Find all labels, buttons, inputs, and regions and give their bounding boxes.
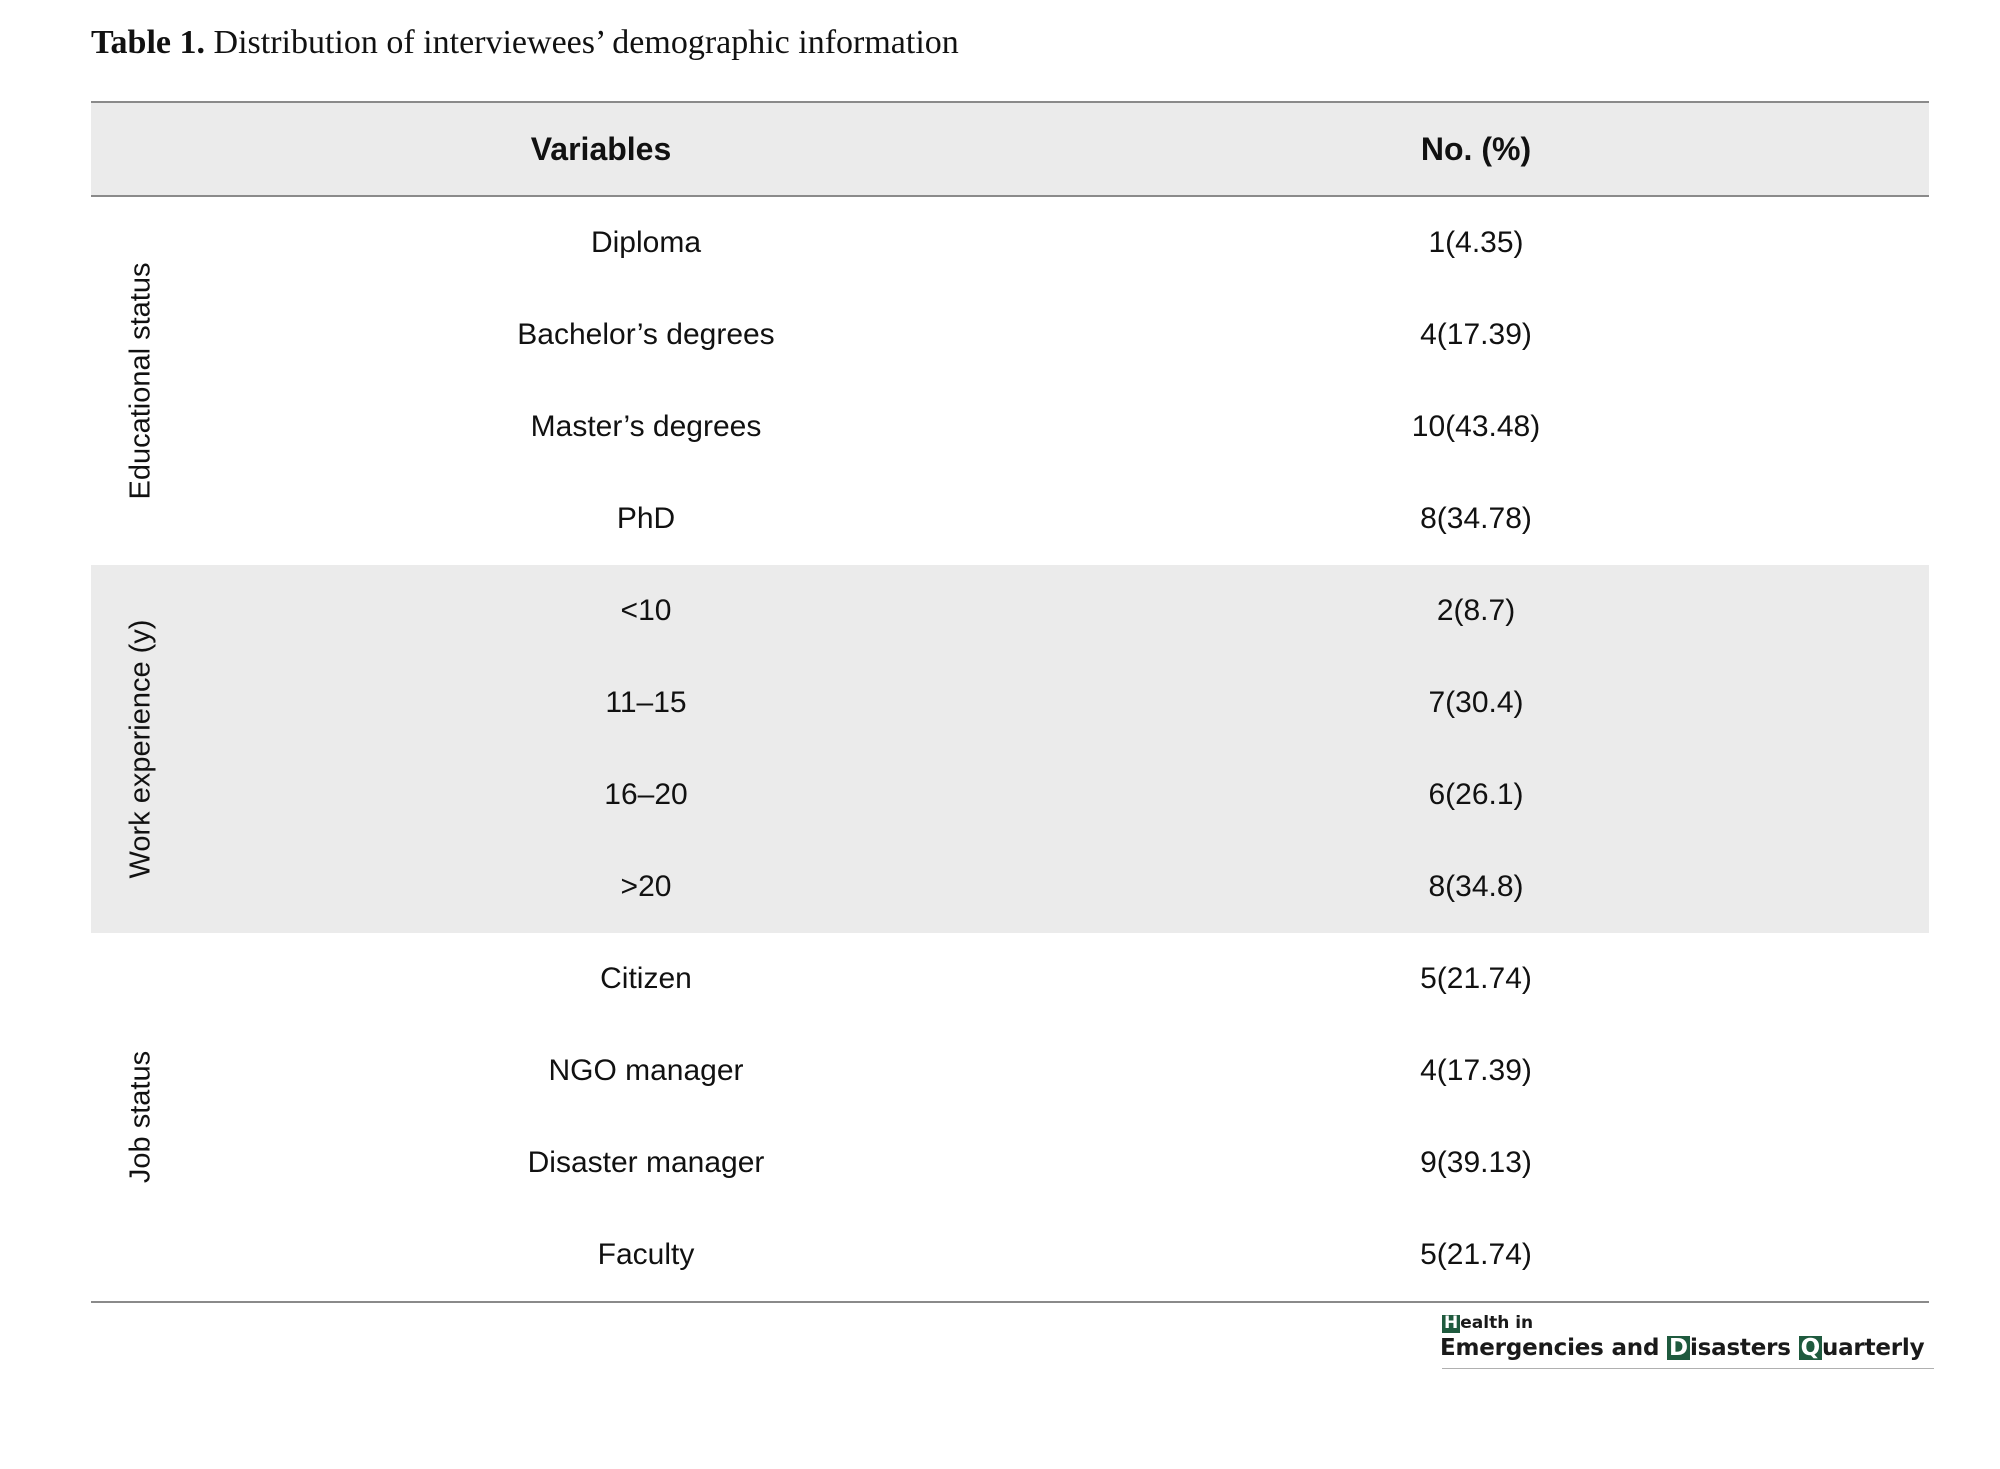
group-label-text: Job status bbox=[124, 1050, 157, 1184]
value-cell: 10(43.48) bbox=[1411, 410, 1541, 443]
variable-cell: 11–15 bbox=[605, 686, 687, 719]
group-work-experience bbox=[91, 565, 1929, 933]
table-row bbox=[91, 933, 1929, 1025]
table-header bbox=[91, 103, 1929, 195]
variable-cell: >20 bbox=[620, 870, 672, 903]
logo-letter-q: Q bbox=[1800, 1335, 1820, 1361]
variable-cell: Bachelor’s degrees bbox=[517, 318, 775, 351]
value-cell: 4(17.39) bbox=[1420, 1054, 1532, 1087]
value-cell: 7(30.4) bbox=[1428, 686, 1524, 719]
variable-cell: Diploma bbox=[590, 226, 702, 259]
value-cell: 5(21.74) bbox=[1420, 962, 1532, 995]
variable-cell: PhD bbox=[616, 502, 676, 535]
value-cell: 8(34.8) bbox=[1428, 870, 1524, 903]
variable-cell: Citizen bbox=[600, 962, 692, 995]
logo-text-ealth-in: ealth in bbox=[1460, 1313, 1534, 1333]
group-label-text: Educational status bbox=[124, 262, 157, 500]
header-value: No. (%) bbox=[1420, 131, 1532, 167]
table-row bbox=[91, 1209, 1929, 1301]
variable-cell: 16–20 bbox=[604, 778, 688, 811]
group-job-status bbox=[91, 933, 1929, 1301]
value-cell: 2(8.7) bbox=[1436, 594, 1516, 627]
value-cell: 8(34.78) bbox=[1420, 502, 1532, 535]
logo-letter-d: D bbox=[1669, 1335, 1688, 1361]
variable-cell: Faculty bbox=[597, 1238, 695, 1271]
value-cell: 6(26.1) bbox=[1428, 778, 1524, 811]
logo-letter-h: H bbox=[1444, 1313, 1459, 1333]
table-bottom-rule bbox=[91, 1301, 1929, 1303]
caption-text: Distribution of interviewees’ demographic information bbox=[213, 24, 959, 61]
variable-cell: Disaster manager bbox=[527, 1146, 765, 1179]
table-row bbox=[91, 657, 1929, 749]
caption-label: Table 1. bbox=[91, 24, 206, 61]
logo-underline bbox=[1442, 1368, 1934, 1369]
variable-cell: NGO manager bbox=[548, 1054, 744, 1087]
table-row bbox=[91, 841, 1929, 933]
table-row bbox=[91, 381, 1929, 473]
table-row bbox=[91, 565, 1929, 657]
variable-cell: Master’s degrees bbox=[530, 410, 762, 443]
logo-text-uarterly: uarterly bbox=[1821, 1335, 1925, 1361]
journal-logo bbox=[1440, 1313, 1935, 1373]
table-caption bbox=[91, 24, 959, 62]
variable-cell: <10 bbox=[620, 594, 672, 627]
group-label-text: Work experience (y) bbox=[124, 619, 157, 879]
logo-line-title bbox=[1440, 1335, 1924, 1361]
table-row bbox=[91, 1025, 1929, 1117]
table-row bbox=[91, 749, 1929, 841]
group-educational-status bbox=[91, 197, 1929, 565]
table-row bbox=[91, 197, 1929, 289]
table-row bbox=[91, 473, 1929, 565]
table-row bbox=[91, 289, 1929, 381]
value-cell: 1(4.35) bbox=[1428, 226, 1524, 259]
logo-line-health-in bbox=[1442, 1313, 1533, 1333]
header-variables: Variables bbox=[530, 131, 672, 167]
value-cell: 5(21.74) bbox=[1420, 1238, 1532, 1271]
logo-text-emergencies: Emergencies and bbox=[1440, 1335, 1668, 1361]
value-cell: 9(39.13) bbox=[1420, 1146, 1532, 1179]
logo-text-isasters: isasters bbox=[1689, 1335, 1799, 1361]
value-cell: 4(17.39) bbox=[1420, 318, 1532, 351]
table-row bbox=[91, 1117, 1929, 1209]
